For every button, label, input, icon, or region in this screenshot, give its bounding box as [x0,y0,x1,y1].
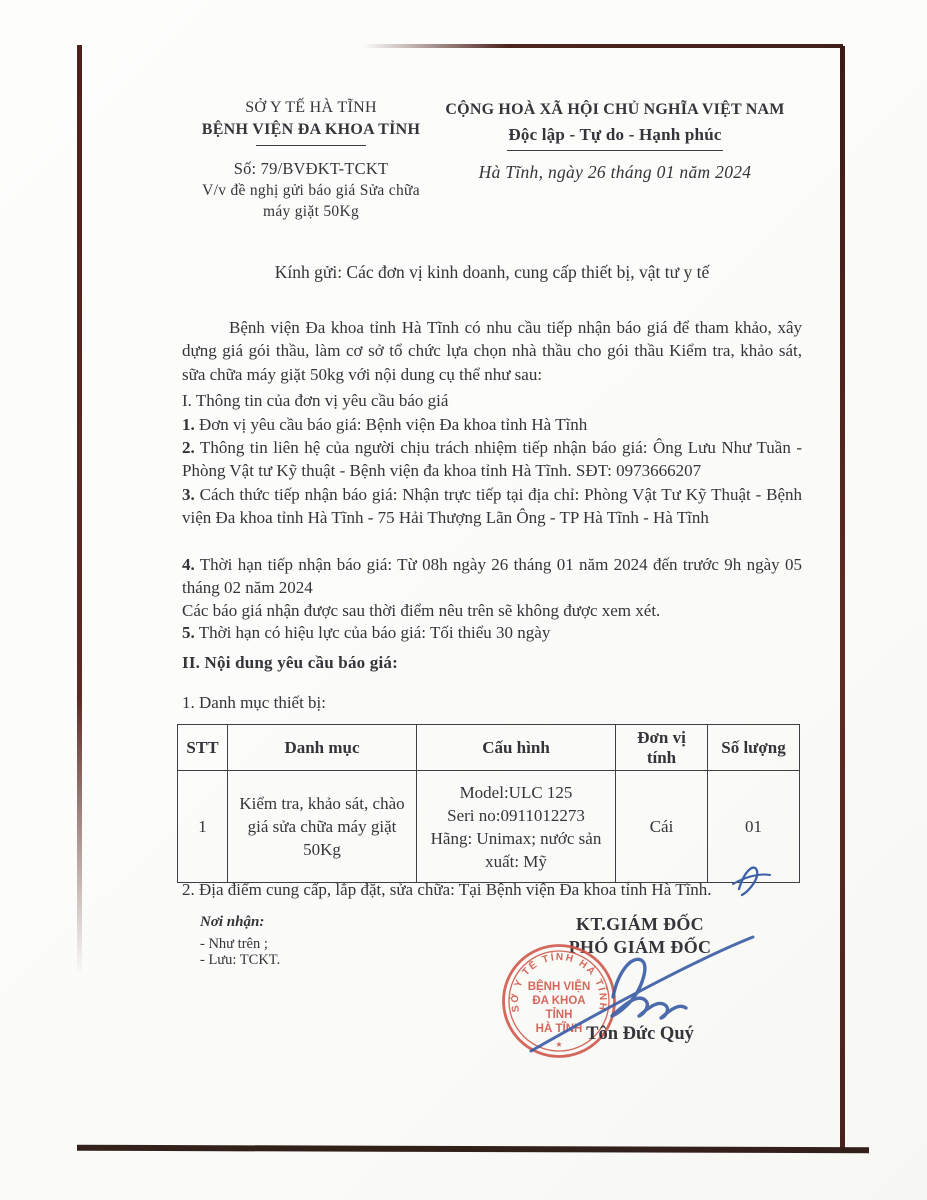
section1-item-5 [182,621,802,644]
section1-item-1 [182,413,802,436]
stamp-center-line-3: TỈNH [545,1009,573,1021]
item-number: 4. [182,555,195,574]
cell-danh-muc: Kiểm tra, khảo sát, chào giá sửa chữa máy giặt 50Kg [228,771,417,883]
signer-title-1: KT.GIÁM ĐỐC [576,914,704,934]
table-row [178,771,800,883]
national-motto-line2: Độc lập - Tự do - Hạnh phúc [508,125,722,144]
signer-name: Tôn Đức Quý [586,1024,694,1044]
paper-edge-right [840,46,845,1149]
national-motto-line1: CỘNG HOÀ XÃ HỘI CHỦ NGHĨA VIỆT NAM [445,101,785,118]
org-name: BỆNH VIỆN ĐA KHOA TỈNH [201,121,421,138]
item-text: Thời hạn có hiệu lực của báo giá: Tối thiểu 30 ngày [194,623,551,642]
doc-subject-line2: máy giặt 50Kg [262,203,360,220]
item-number: 3. [182,485,195,504]
handwritten-initial [728,860,774,898]
item-text: Các báo giá nhận được sau thời điểm nêu trên sẽ không được xem xét. [182,601,661,620]
item-text: Cách thức tiếp nhận báo giá: Nhận trực tiếp tại địa chỉ: Phòng Vật Tư Kỹ Thuật - Bệnh viện Đa khoa tỉnh Hà Tĩnh - 75 Hải Thượng Lãn Ông - TP Hà Tĩnh - Hà Tĩnh [182,485,802,528]
section1-item-2 [182,436,802,483]
intro-paragraph: Bệnh viện Đa khoa tỉnh Hà Tĩnh có nhu cầu tiếp nhận báo giá để tham khảo, xây dựng giá gói thầu, làm cơ sở tổ chức lựa chọn nhà thầu cho gói thầu Kiểm tra, khảo sát, sữa chữa máy giặt 50kg với nội dung cụ thể như sau: [182,318,802,384]
item-text: Thông tin liên hệ của người chịu trách nhiệm tiếp nhận báo giá: Ông Lưu Như Tuần - Phòng Vật tư Kỹ thuật - Bệnh viện đa khoa tỉnh Hà Tĩnh. SĐT: 0973666207 [182,438,802,481]
section1-note [182,599,802,622]
item-text: Đơn vị yêu cầu báo giá: Bệnh viện Đa khoa tỉnh Hà Tĩnh [194,415,588,434]
org-underline [256,145,366,146]
section2-heading: II. Nội dung yêu cầu báo giá: [182,653,398,672]
col-header-danh-muc: Danh mục [228,725,417,771]
cell-stt: 1 [178,771,228,883]
doc-subject-line1: V/v đề nghị gửi báo giá Sửa chữa [202,182,420,199]
paper-edge-bottom [77,1145,869,1153]
stamp-center-line-1: BỆNH VIỆN [527,981,591,993]
issuing-org-block [180,97,442,222]
paper-edge-left [77,45,82,975]
cell-so-luong: 01 [708,771,800,883]
table-header-row [178,725,800,771]
date-line: Hà Tĩnh, ngày 26 tháng 01 năm 2024 [478,162,752,182]
recipient-item: - Lưu: TCKT. [200,952,281,968]
col-header-stt: STT [178,725,228,771]
section1-item-4 [182,553,802,600]
item-number: 1. [182,415,195,434]
item-text: Thời hạn tiếp nhận báo giá: Từ 08h ngày 26 tháng 01 năm 2024 đến trước 9h ngày 05 tháng 02 năm 2024 [182,555,802,598]
initial-stroke [739,868,757,895]
stamp-ring-text: SỞ Y TẾ TỈNH HÀ TĨNH [509,951,609,1013]
stamp-center-line-4: HÀ TĨNH [535,1023,583,1035]
signature-loop-stroke [612,959,686,1018]
signer-title-2: PHÓ GIÁM ĐỐC [568,937,712,957]
motto-underline [507,150,723,151]
cau-hinh-line: Model:ULC 125 [459,782,573,802]
delivery-location-line: 2. Địa điểm cung cấp, lắp đặt, sửa chữa: Tại Bệnh viện Đa khoa tỉnh Hà Tĩnh. [182,880,712,899]
section1-heading: I. Thông tin của đơn vị yêu cầu báo giá [182,391,449,410]
cell-don-vi: Cái [616,771,708,883]
stamp-star: ★ [555,1040,563,1049]
cau-hinh-line: Hãng: Unimax; nước sản xuất: Mỹ [430,828,602,871]
cell-cau-hinh [417,771,616,883]
doc-number: Số: 79/BVĐKT-TCKT [233,159,389,178]
section1-item-3 [182,483,802,530]
org-parent-name: SỞ Y TẾ HÀ TĨNH [245,99,377,116]
signature-ink [495,920,780,1095]
col-header-don-vi-tinh: Đơn vị tính [616,725,708,771]
salutation: Kính gửi: Các đơn vị kinh doanh, cung cấp thiết bị, vật tư y tế [274,262,710,282]
initial-cross-stroke [733,874,770,884]
paper-edge-top [363,44,843,48]
cau-hinh-line: Seri no:0911012273 [447,805,585,825]
recipient-item: - Như trên ; [200,936,268,952]
item-number: 2. [182,438,195,457]
equipment-table [177,724,800,883]
recipients-block [200,914,280,968]
recipients-label: Nơi nhận: [200,914,265,930]
equipment-list-label: 1. Danh mục thiết bị: [182,693,327,712]
national-header-block [425,99,805,183]
item-number: 5. [182,623,195,642]
col-header-so-luong: Số lượng [708,725,800,771]
col-header-cau-hinh: Cấu hình [417,725,616,771]
stamp-center-line-2: ĐA KHOA [532,995,586,1007]
